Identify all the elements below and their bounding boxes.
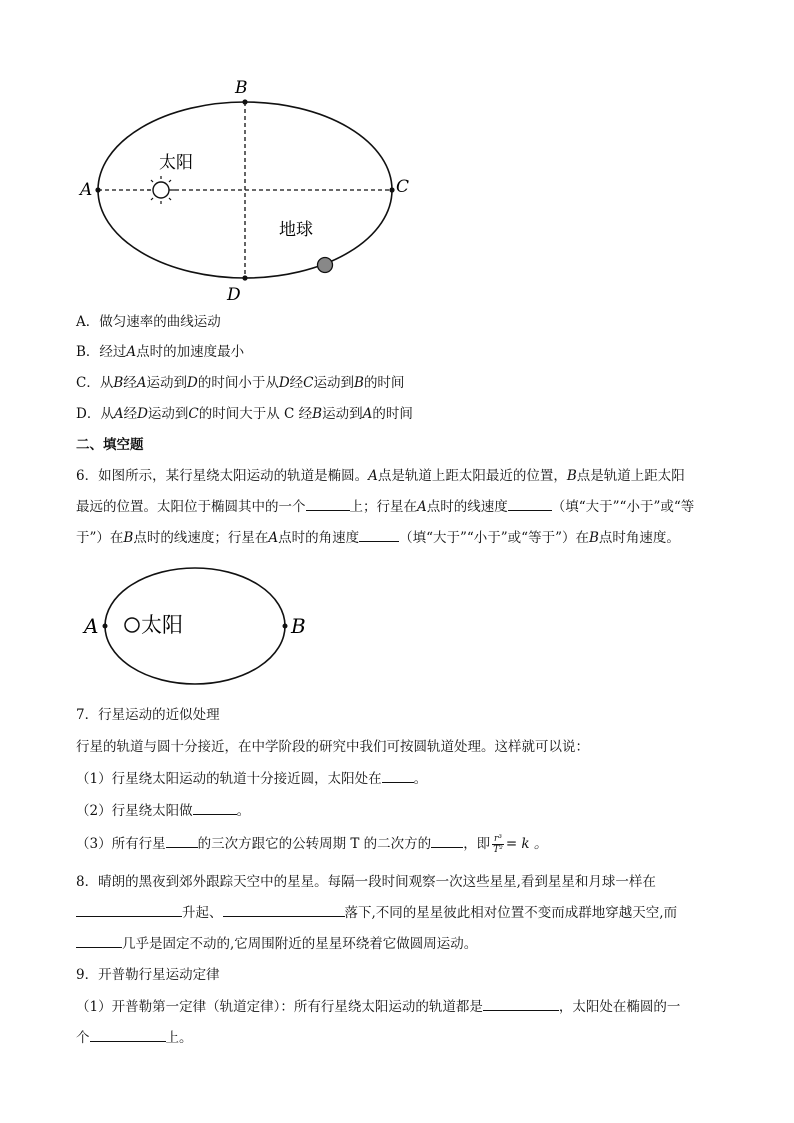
q7-title: 7．行星运动的近似处理 [76,707,220,723]
point-b-dot [283,624,288,629]
point-c-dot [389,187,394,192]
label-b: B [235,78,248,98]
sun-label: 太阳 [159,153,193,173]
q7-item-1: （1）行星绕太阳运动的轨道十分接近圆，太阳处在 。 [76,771,428,787]
orbit-figure-2 [80,560,320,695]
sun-circle-icon [125,618,139,632]
blank[interactable] [483,998,559,1011]
blank[interactable] [223,904,345,917]
kepler-fraction: $\frac{\text{r³}}{\text{T²}}$ [493,834,503,855]
point-b-dot [242,99,247,104]
label-a: A [80,180,93,200]
q7-item-3: （3）所有行星 的三次方跟它的公转周期 T 的二次方的 ，即 $\frac{\text{r³}}{\text{T²}}$ = k 。 [76,834,548,855]
blank[interactable] [76,935,122,948]
q6-line-2: 最远的位置。太阳位于椭圆其中的一个 上；行星在A点时的线速度 （填“大于”“小于”或“等 [76,499,695,515]
q6-line-3: 于”）在B点时的线速度；行星在A点时的角速度 （填“大于”“小于”或“等于”）在B点时角速度。 [76,530,680,546]
q8-line-2: 升起、 落下,不同的星星彼此相对位置不变而成群地穿越天空,而 [76,904,677,922]
blank[interactable] [193,802,237,815]
blank[interactable] [76,904,182,917]
orbit-figure-1 [70,75,420,305]
q9-line-2: 个 上。 [76,1030,193,1046]
q6-line-1: 6．如图所示，某行星绕太阳运动的轨道是椭圆。A点是轨道上距太阳最近的位置，B点是轨道上距太阳 [76,468,685,484]
blank[interactable] [166,835,198,848]
sun-label: 太阳 [141,613,183,637]
point-d-dot [242,275,247,280]
blank[interactable] [90,1029,166,1042]
q8-line-3: 几乎是固定不动的,它周围附近的星星环绕着它做圆周运动。 [76,935,477,953]
option-b: B．经过A点时的加速度最小 [76,344,245,360]
label-c: C [396,177,410,197]
blank[interactable] [382,770,414,783]
section-title: 二、填空题 [76,437,144,453]
earth-icon [318,258,333,273]
point-a-dot [95,187,100,192]
blank[interactable] [508,498,552,511]
q8-line-1: 8．晴朗的黑夜到郊外跟踪天空中的星星。每隔一段时间观察一次这些星星,看到星星和月球一样在 [76,874,656,890]
point-a-dot [103,624,108,629]
option-a: A．做匀速率的曲线运动 [76,314,221,330]
q9-title: 9．开普勒行星运动定律 [76,967,220,983]
q9-line-1: （1）开普勒第一定律（轨道定律）：所有行星绕太阳运动的轨道都是 ，太阳处在椭圆的一 [76,999,681,1015]
label-a: A [84,614,99,638]
label-b: B [291,614,306,638]
option-c: C．从B经A运动到D的时间小于从D经C运动到B的时间 [76,375,405,391]
blank[interactable] [359,529,399,542]
blank[interactable] [306,498,350,511]
blank[interactable] [431,835,463,848]
option-d: D．从A经D运动到C的时间大于从 C 经B运动到A的时间 [76,406,413,422]
q7-intro: 行星的轨道与圆十分接近，在中学阶段的研究中我们可按圆轨道处理。这样就可以说： [76,739,589,755]
label-d: D [227,285,241,305]
q7-item-2: （2）行星绕太阳做 。 [76,803,251,819]
earth-label: 地球 [279,220,313,240]
